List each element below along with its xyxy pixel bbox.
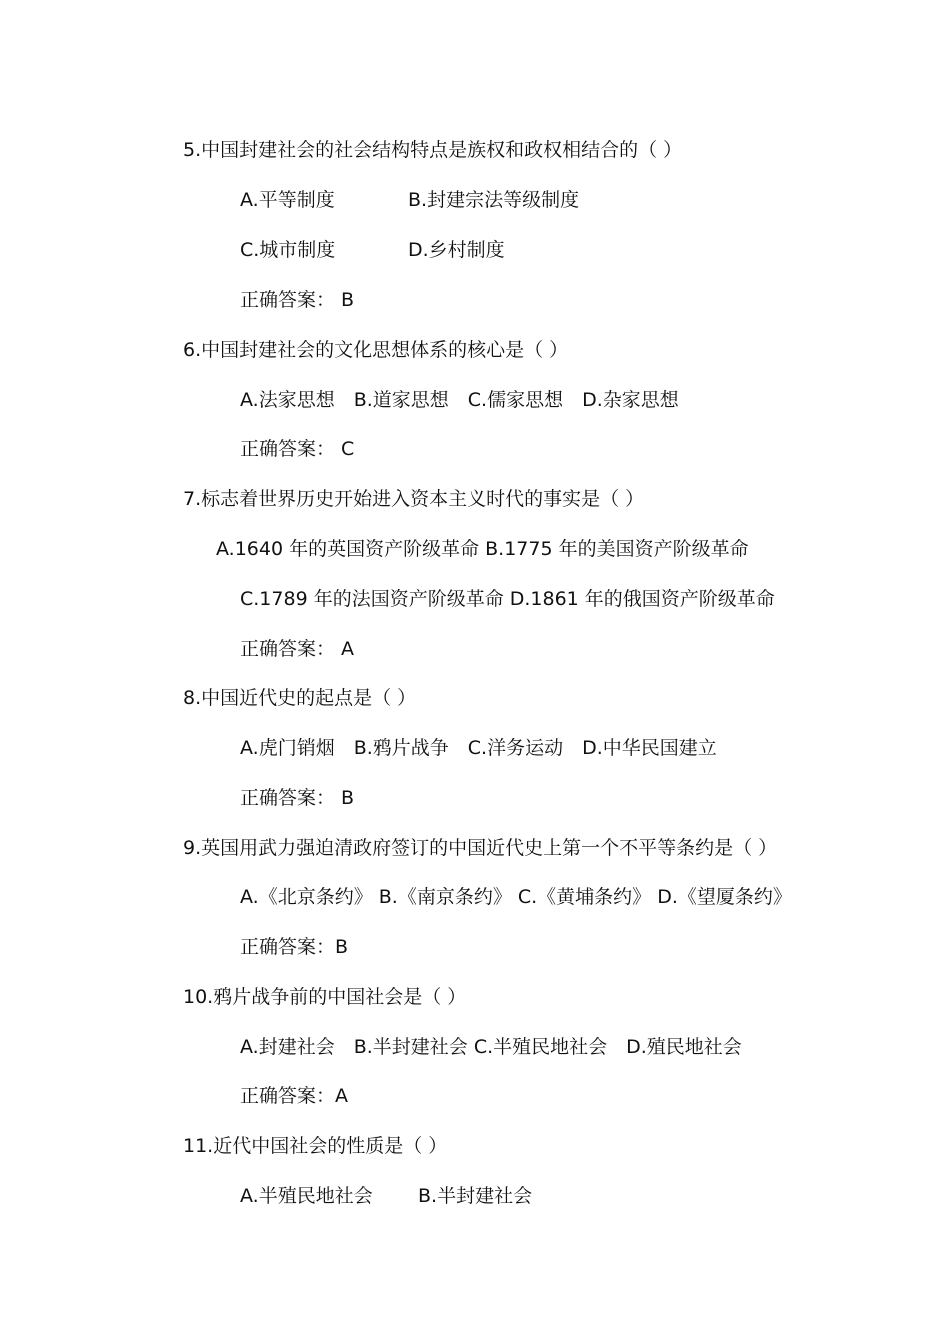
question-9-answer: 正确答案：B [240, 936, 349, 958]
question-10-stem: 10.鸦片战争前的中国社会是（ ） [183, 986, 467, 1008]
question-9-stem: 9.英国用武力强迫清政府签订的中国近代史上第一个不平等条约是（ ） [183, 837, 778, 859]
question-7-options-line-1: A.1640 年的英国资产阶级革命 B.1775 年的美国资产阶级革命 [216, 538, 749, 560]
question-8-answer: 正确答案： B [240, 787, 355, 809]
question-5-option-d: D.乡村制度 [408, 239, 505, 261]
question-11-option-b: B.半封建社会 [418, 1185, 533, 1207]
question-8-options: A.虎门销烟 B.鸦片战争 C.洋务运动 D.中华民国建立 [240, 737, 717, 759]
question-8-stem: 8.中国近代史的起点是（ ） [183, 687, 417, 709]
question-11-options-row-1 [240, 1184, 533, 1208]
question-5-answer: 正确答案： B [240, 289, 355, 311]
question-7-stem: 7.标志着世界历史开始进入资本主义时代的事实是（ ） [183, 488, 645, 510]
question-5-options-row-1 [240, 188, 580, 212]
question-11-stem: 11.近代中国社会的性质是（ ） [183, 1135, 448, 1157]
question-5-option-b: B.封建宗法等级制度 [408, 189, 580, 211]
question-5-option-a: A.平等制度 [240, 189, 335, 211]
question-10-options: A.封建社会 B.半封建社会 C.半殖民地社会 D.殖民地社会 [240, 1036, 742, 1058]
question-6-stem: 6.中国封建社会的文化思想体系的核心是（ ） [183, 339, 569, 361]
question-7-options-line-2: C.1789 年的法国资产阶级革命 D.1861 年的俄国资产阶级革命 [240, 588, 775, 610]
question-9-options: A.《北京条约》 B.《南京条约》 C.《黄埔条约》 D.《望厦条约》 [240, 886, 792, 908]
question-6-options: A.法家思想 B.道家思想 C.儒家思想 D.杂家思想 [240, 389, 679, 411]
question-10-answer: 正确答案：A [240, 1085, 348, 1107]
question-6-answer: 正确答案： C [240, 438, 355, 460]
question-7-answer: 正确答案： A [240, 638, 355, 660]
question-11-option-a: A.半殖民地社会 [240, 1185, 373, 1207]
question-5-options-row-2 [240, 238, 505, 262]
question-5-stem: 5.中国封建社会的社会结构特点是族权和政权相结合的（ ） [183, 139, 683, 161]
question-5-option-c: C.城市制度 [240, 239, 336, 261]
